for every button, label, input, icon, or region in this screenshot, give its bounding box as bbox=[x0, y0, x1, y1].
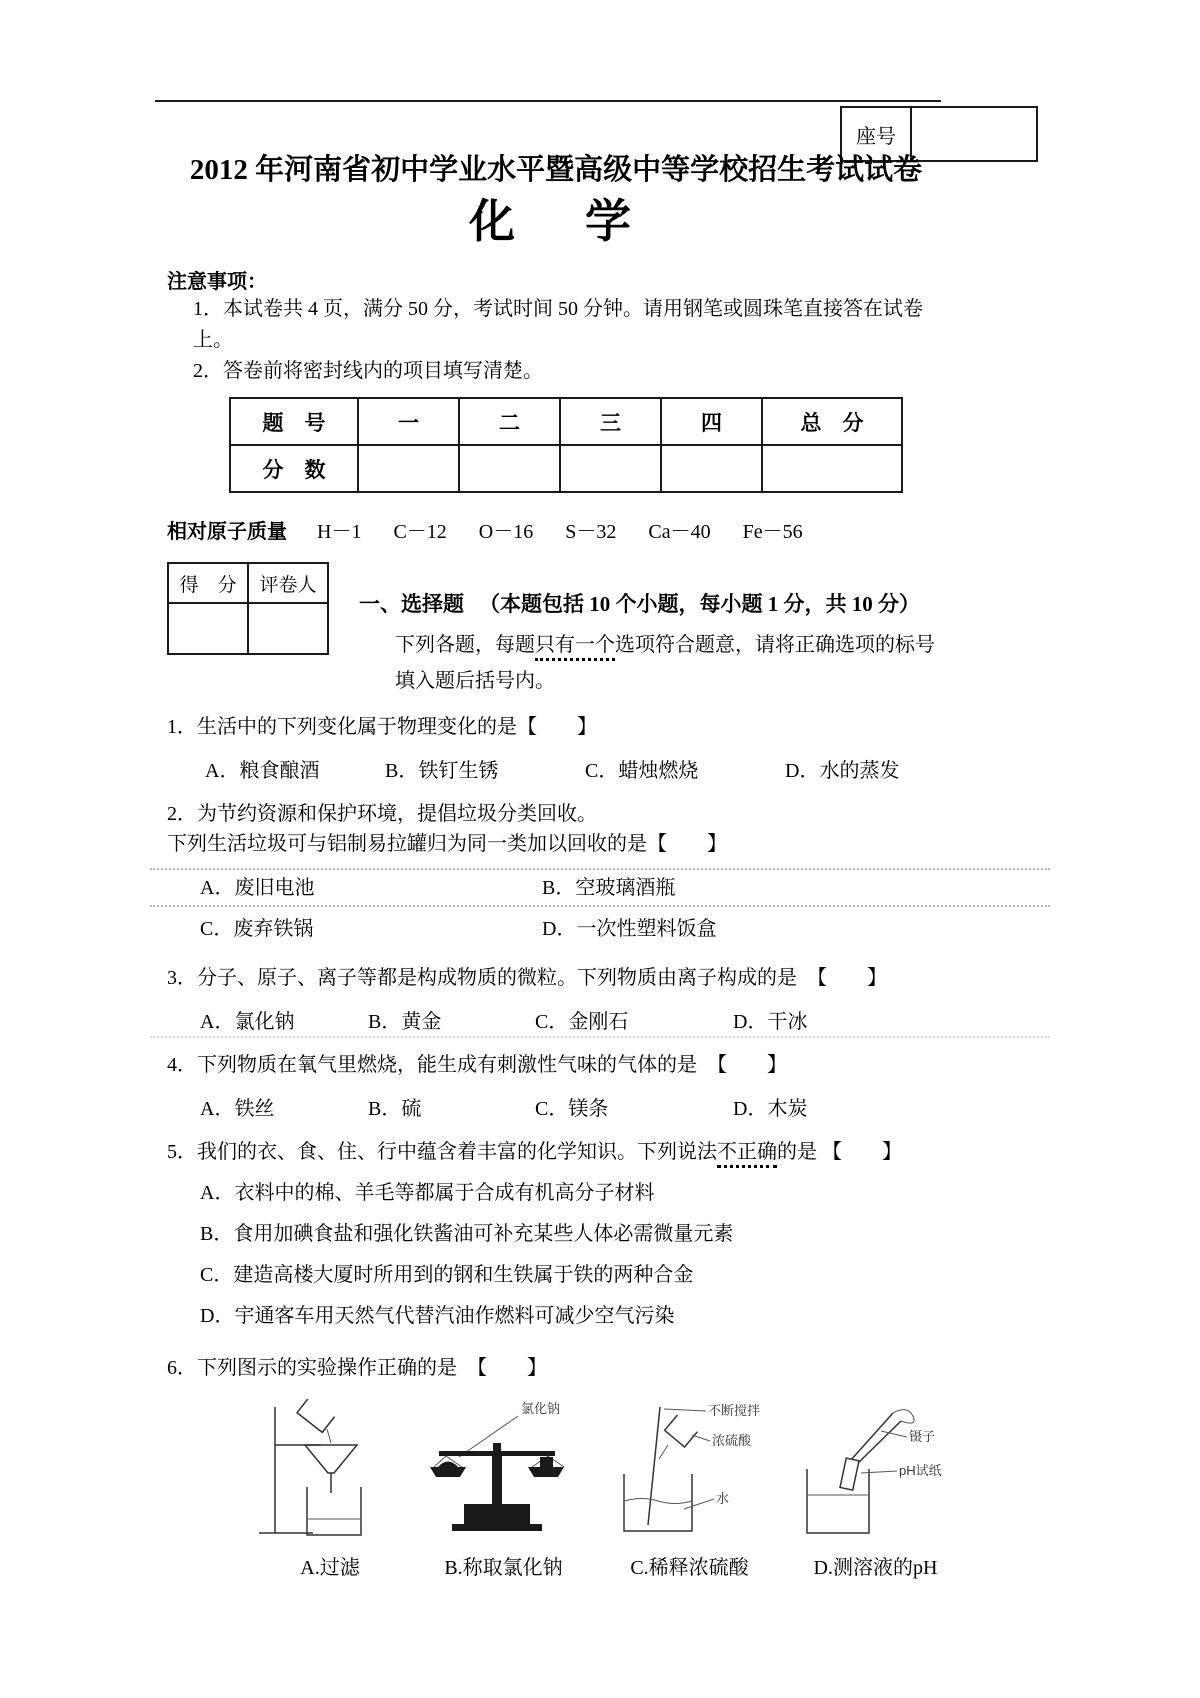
balance-icon bbox=[430, 1443, 564, 1531]
q5-stem-pre: 5．我们的衣、食、住、行中蕴含着丰富的化学知识。下列说法 bbox=[167, 1141, 717, 1164]
question-2 bbox=[167, 799, 945, 941]
score-table-col-3: 三 bbox=[560, 398, 661, 445]
q2-option-d: D．一次性塑料饭盒 bbox=[542, 918, 717, 941]
q6-figures bbox=[255, 1399, 945, 1580]
tweezers-label: 镊子 bbox=[909, 1429, 936, 1445]
dotted-artifact-line-2 bbox=[150, 905, 1050, 907]
section-one-title: 一、选择题 bbox=[359, 592, 464, 617]
question-1 bbox=[167, 712, 945, 783]
q3-options bbox=[200, 1005, 945, 1034]
section-one-instruction bbox=[395, 630, 935, 660]
atomic-mass-ca: Ca－40 bbox=[648, 521, 711, 544]
subject-title: 化 学 bbox=[469, 196, 643, 248]
filtration-diagram bbox=[255, 1399, 405, 1541]
q3-option-c: C．金刚石 bbox=[535, 1011, 629, 1034]
q1-option-c: C．蜡烛燃烧 bbox=[585, 760, 699, 783]
receiving-beaker-icon bbox=[307, 1487, 361, 1535]
section-one-instruction-2: 填入题后括号内。 bbox=[395, 670, 555, 693]
notice-item-2: 2．答卷前将密封线内的项目填写清楚。 bbox=[193, 360, 543, 383]
nacl-label: 氯化钠 bbox=[521, 1401, 561, 1417]
dotted-artifact-line-1 bbox=[150, 868, 1050, 870]
question-3 bbox=[167, 963, 945, 1034]
q3-option-b: B．黄金 bbox=[368, 1011, 442, 1034]
q6-figure-ph-test bbox=[793, 1399, 958, 1580]
page-title: 2012 年河南省初中学业水平暨高级中等学校招生考试试卷 bbox=[189, 154, 923, 186]
acid-label: 浓硫酸 bbox=[712, 1433, 752, 1449]
score-table-col-1: 一 bbox=[358, 398, 459, 445]
atomic-mass-h: H－1 bbox=[317, 521, 362, 544]
score-table-row-label: 分 数 bbox=[230, 445, 358, 492]
q4-option-d: D．木炭 bbox=[733, 1098, 808, 1121]
instruction-emphasis: 只有一个 bbox=[535, 634, 615, 661]
grade-score-cell bbox=[168, 603, 248, 654]
dotted-artifact-line-3 bbox=[150, 1036, 1050, 1038]
q5-option-a: A．衣料中的棉、羊毛等都属于合成有机高分子材料 bbox=[200, 1182, 655, 1205]
instruction-post: 选项符合题意，请将正确选项的标号 bbox=[615, 634, 935, 657]
notice-heading: 注意事项： bbox=[167, 271, 267, 294]
acid-leader-line bbox=[692, 1435, 710, 1441]
atomic-mass-o: O－16 bbox=[478, 521, 534, 544]
pour-stream bbox=[327, 1429, 331, 1443]
q4-option-a: A．铁丝 bbox=[200, 1098, 275, 1121]
q4-stem: 4．下列物质在氧气里燃烧，能生成有刺激性气味的气体的是 【 】 bbox=[167, 1054, 787, 1077]
grade-box bbox=[167, 562, 329, 655]
page-content bbox=[167, 0, 945, 1580]
q2-option-b: B．空玻璃酒瓶 bbox=[542, 877, 676, 900]
q6-caption-d: D.测溶液的pH bbox=[813, 1557, 938, 1580]
ph-beaker-icon bbox=[807, 1469, 869, 1533]
score-table-header-row bbox=[230, 398, 902, 445]
q2-options-row-1 bbox=[200, 871, 945, 900]
q5-option-c: C．建造高楼大厦时所用到的钢和生铁属于铁的两种合金 bbox=[200, 1264, 694, 1287]
q6-figure-filtration bbox=[255, 1399, 405, 1580]
atomic-mass-c: C－12 bbox=[393, 521, 447, 544]
score-table-col-2: 二 bbox=[459, 398, 560, 445]
question-4 bbox=[167, 1050, 945, 1121]
grade-grader-label: 评卷人 bbox=[248, 563, 328, 603]
ph-paper-icon bbox=[840, 1458, 859, 1490]
grade-and-section-row bbox=[167, 562, 945, 696]
score-cell-3 bbox=[560, 445, 661, 492]
q6-caption-b: B.称取氯化钠 bbox=[444, 1557, 563, 1580]
atomic-mass-row bbox=[167, 515, 945, 544]
dilution-beaker-icon bbox=[624, 1474, 692, 1531]
q2-option-c: C．废弃铁锅 bbox=[200, 918, 314, 941]
dilution-diagram bbox=[602, 1399, 777, 1541]
q6-caption-c: C.稀释浓硫酸 bbox=[630, 1557, 749, 1580]
q4-options bbox=[200, 1092, 945, 1121]
q5-stem bbox=[167, 1137, 945, 1167]
score-cell-2 bbox=[459, 445, 560, 492]
q5-option-d: D．宇通客车用天然气代替汽油作燃料可减少空气污染 bbox=[200, 1305, 675, 1328]
ph-paper-label: pH试纸 bbox=[899, 1463, 942, 1479]
grade-score-label: 得 分 bbox=[168, 563, 248, 603]
section-one-title-line bbox=[359, 588, 935, 618]
question-5 bbox=[167, 1137, 945, 1331]
section-one-header bbox=[359, 562, 935, 696]
q3-option-a: A．氯化钠 bbox=[200, 1011, 295, 1034]
notice-item-1: 1．本试卷共 4 页，满分 50 分，考试时间 50 分钟。请用钢笔或圆珠笔直接答在试卷上。 bbox=[193, 298, 923, 352]
tweezers-icon bbox=[850, 1410, 914, 1465]
instruction-pre: 下列各题，每题 bbox=[395, 634, 535, 657]
q4-option-c: C．镁条 bbox=[535, 1098, 609, 1121]
stirring-rod-icon bbox=[648, 1407, 660, 1525]
q6-caption-a: A.过滤 bbox=[300, 1557, 360, 1580]
q1-option-a: A．粮食酿酒 bbox=[205, 760, 320, 783]
q2-stem-line-1: 2．为节约资源和保护环境，提倡垃圾分类回收。 bbox=[167, 803, 597, 826]
q1-option-d: D．水的蒸发 bbox=[785, 760, 900, 783]
grade-grader-cell bbox=[248, 603, 328, 654]
atomic-mass-fe: Fe－56 bbox=[742, 521, 803, 544]
score-table-col-4: 四 bbox=[661, 398, 762, 445]
q2-options-row-2 bbox=[200, 912, 945, 941]
atomic-mass-label: 相对原子质量 bbox=[167, 521, 287, 544]
pouring-beaker-icon bbox=[297, 1399, 335, 1432]
water-leader-line bbox=[684, 1499, 714, 1509]
balance-diagram bbox=[421, 1399, 586, 1541]
q6-figure-dilution bbox=[602, 1399, 777, 1580]
score-cell-1 bbox=[358, 445, 459, 492]
q3-option-d: D．干冰 bbox=[733, 1011, 808, 1034]
question-6 bbox=[167, 1353, 945, 1580]
score-cell-4 bbox=[661, 445, 762, 492]
q5-stem-post: 的是 【 】 bbox=[777, 1141, 902, 1164]
q4-option-b: B．硫 bbox=[368, 1098, 422, 1121]
q6-stem: 6．下列图示的实验操作正确的是 【 】 bbox=[167, 1357, 547, 1380]
q2-option-a: A．废旧电池 bbox=[200, 877, 315, 900]
q2-stem-line-2: 下列生活垃圾可与铝制易拉罐归为同一类加以回收的是【 】 bbox=[167, 833, 727, 856]
q3-stem: 3．分子、原子、离子等都是构成物质的微粒。下列物质由离子构成的是 【 】 bbox=[167, 967, 887, 990]
ph-paper-leader-line bbox=[861, 1471, 897, 1473]
score-table-corner-label: 题 号 bbox=[230, 398, 358, 445]
nacl-leader-line bbox=[459, 1416, 518, 1457]
score-cell-total bbox=[762, 445, 902, 492]
ph-test-diagram bbox=[793, 1399, 958, 1541]
funnel-icon bbox=[305, 1445, 357, 1493]
q5-stem-emphasis: 不正确 bbox=[717, 1141, 777, 1168]
score-table bbox=[229, 397, 903, 493]
stir-leader-line bbox=[664, 1409, 706, 1411]
score-table-score-row bbox=[230, 445, 902, 492]
water-label: 水 bbox=[716, 1491, 730, 1507]
ring-stand bbox=[259, 1407, 321, 1533]
q1-option-b: B．铁钉生锈 bbox=[385, 760, 499, 783]
q1-stem: 1．生活中的下列变化属于物理变化的是【 】 bbox=[167, 716, 597, 739]
q6-figure-weighing bbox=[421, 1399, 586, 1580]
seat-label: 座号 bbox=[841, 107, 911, 161]
score-table-col-total: 总 分 bbox=[762, 398, 902, 445]
stir-label: 不断搅拌 bbox=[708, 1403, 761, 1419]
q1-options bbox=[205, 754, 945, 783]
section-one-note: （本题包括 10 个小题，每小题 1 分，共 10 分） bbox=[479, 592, 920, 617]
acid-vessel-icon bbox=[659, 1415, 697, 1459]
q5-option-b: B．食用加碘食盐和强化铁酱油可补充某些人体必需微量元素 bbox=[200, 1223, 734, 1246]
atomic-mass-s: S－32 bbox=[565, 521, 617, 544]
